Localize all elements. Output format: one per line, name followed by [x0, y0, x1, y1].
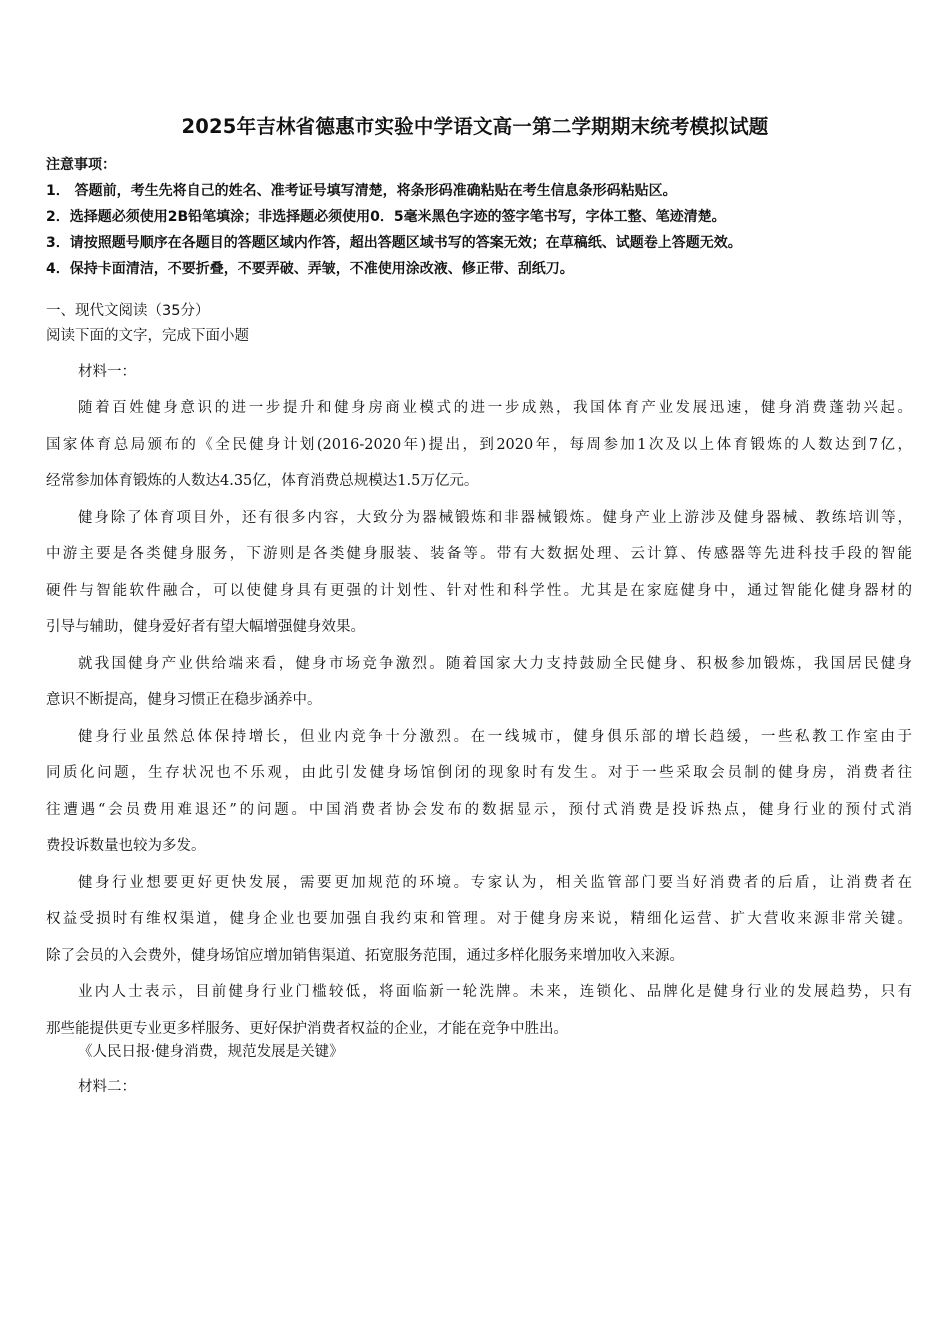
- notice-block: [46, 152, 916, 282]
- paragraph-line: 权益受损时有维权渠道，健身企业也要加强自我约束和管理。对于健身房来说，精细化运营、扩大营收来源非常关键。: [46, 911, 912, 927]
- reading-instruction: 阅读下面的文字，完成下面小题: [46, 328, 249, 344]
- notice-heading: 注意事项：: [46, 157, 116, 173]
- paragraph-line: 中游主要是各类健身服务，下游则是各类健身服装、装备等。带有大数据处理、云计算、传感器等先进科技手段的智能: [46, 546, 912, 562]
- paragraph-line: 往遭遇“会员费用难退还”的问题。中国消费者协会发布的数据显示，预付式消费是投诉热点，健身行业的预付式消: [46, 801, 912, 818]
- paragraph-line: 引导与辅助，健身爱好者有望大幅增强健身效果。: [46, 619, 365, 635]
- paragraph-line: 经常参加体育锻炼的人数达4.35亿，体育消费总规模达1.5万亿元。: [46, 473, 479, 489]
- paragraph-line: 健身行业虽然总体保持增长，但业内竞争十分激烈。在一线城市，健身俱乐部的增长趋缓，一些私教工作室由于: [78, 728, 912, 745]
- paragraph-line: 费投诉数量也较为多发。: [46, 838, 206, 854]
- paragraph-line: 那些能提供更专业更多样服务、更好保护消费者权益的企业，才能在竞争中胜出。: [46, 1020, 568, 1037]
- paragraph-line: 国家体育总局颁布的《全民健身计划(2016-2020年)提出，到2020年，每周参加1次及以上体育锻炼的人数达到7亿，: [46, 436, 912, 453]
- paragraph-line: 健身行业想要更好更快发展，需要更加规范的环境。专家认为，相关监管部门要当好消费者的后盾，让消费者在: [78, 874, 912, 891]
- material-one-text: [46, 390, 912, 1047]
- paragraph-line: 业内人士表示，目前健身行业门槛较低，将面临新一轮洗牌。未来，连锁化、品牌化是健身行业的发展趋势，只有: [78, 984, 912, 1000]
- paragraph-line: 随着百姓健身意识的进一步提升和健身房商业模式的进一步成熟，我国体育产业发展迅速，健身消费蓬勃兴起。: [78, 400, 912, 416]
- paragraph-line: 同质化问题，生存状况也不乐观，由此引发健身场馆倒闭的现象时有发生。对于一些采取会员制的健身房，消费者往: [46, 765, 912, 781]
- exam-title: 2025年吉林省德惠市实验中学语文高一第二学期期末统考模拟试题: [181, 115, 769, 138]
- material-two-label: 材料二：: [78, 1079, 136, 1095]
- material-one-label: 材料一：: [78, 364, 136, 380]
- notice-item: 2．选择题必须使用2B铅笔填涂；非选择题必须使用0．5毫米黑色字迹的签字笔书写，字体工整、笔迹清楚。: [46, 209, 726, 225]
- paragraph-line: 健身除了体育项目外，还有很多内容，大致分为器械锻炼和非器械锻炼。健身产业上游涉及健身器械、教练培训等，: [78, 509, 912, 526]
- paragraph-line: 就我国健身产业供给端来看，健身市场竞争激烈。随着国家大力支持鼓励全民健身、积极参加锻炼，我国居民健身: [78, 655, 912, 672]
- notice-item: 3．请按照题号顺序在各题目的答题区域内作答，超出答题区域书写的答案无效；在草稿纸、试题卷上答题无效。: [46, 235, 742, 251]
- paragraph-line: 硬件与智能软件融合，可以使健身具有更强的计划性、针对性和科学性。尤其是在家庭健身中，通过智能化健身器材的: [46, 582, 912, 599]
- paragraph-line: 意识不断提高，健身习惯正在稳步涵养中。: [46, 692, 322, 708]
- notice-item: 1． 答题前，考生先将自己的姓名、准考证号填写清楚，将条形码准确粘贴在考生信息条形码粘贴区。: [46, 183, 677, 199]
- material-source: 《人民日报·健身消费，规范发展是关键》: [78, 1044, 344, 1060]
- section-heading: 一、现代文阅读（35分）: [46, 303, 210, 319]
- notice-item: 4．保持卡面清洁，不要折叠，不要弄破、弄皱，不准使用涂改液、修正带、刮纸刀。: [46, 261, 574, 277]
- paragraph-line: 除了会员的入会费外，健身场馆应增加销售渠道、拓宽服务范围，通过多样化服务来增加收入来源。: [46, 947, 684, 964]
